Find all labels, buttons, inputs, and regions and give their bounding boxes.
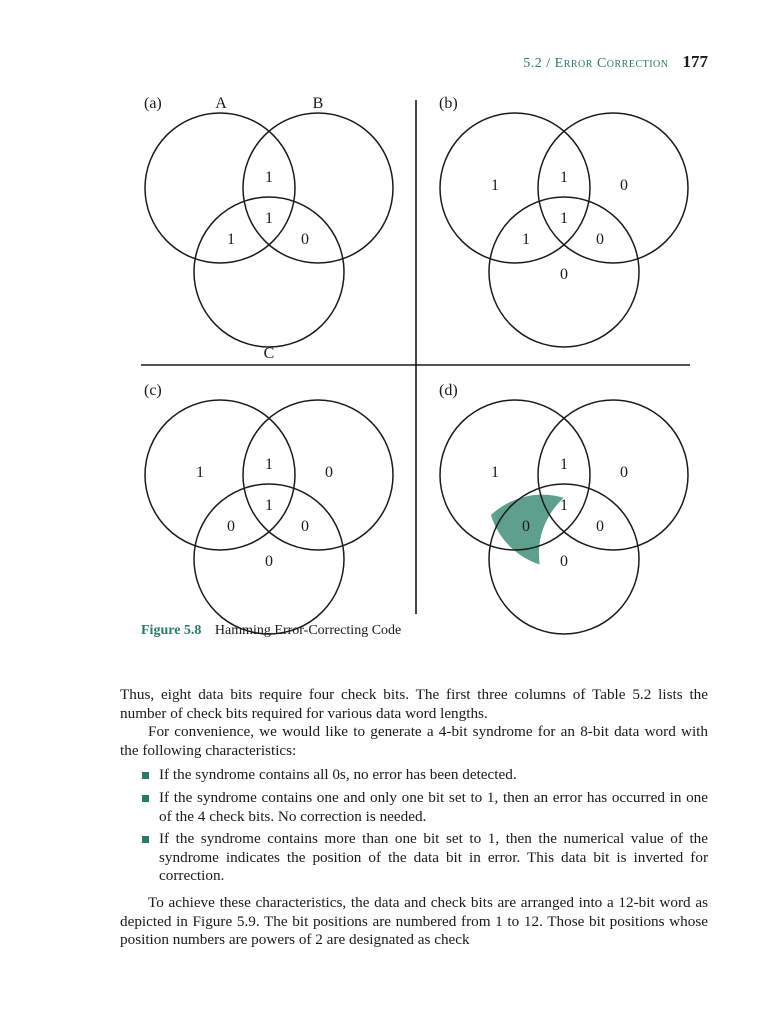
region-bit-b: 0 xyxy=(325,464,333,481)
region-bit-bc: 0 xyxy=(301,518,309,535)
set-label: C xyxy=(263,345,275,362)
region-bit-c: 0 xyxy=(265,553,273,570)
region-bit-ab: 1 xyxy=(560,169,568,186)
circle-b xyxy=(538,113,688,263)
set-label: A xyxy=(215,95,227,112)
panel-label: (d) xyxy=(439,382,458,399)
region-bit-bc: 0 xyxy=(596,518,604,535)
region-bit-c: 0 xyxy=(560,553,568,570)
region-bit-a: 1 xyxy=(491,464,499,481)
panel-d xyxy=(439,382,688,634)
region-bit-abc: 1 xyxy=(265,210,273,227)
region-bit-ab: 1 xyxy=(265,169,273,186)
panel-b xyxy=(439,95,688,347)
circle-b xyxy=(243,400,393,550)
region-bit-ac: 1 xyxy=(227,231,235,248)
page-number: 177 xyxy=(682,52,708,71)
region-bit-ab: 1 xyxy=(265,456,273,473)
paragraph: For convenience, we would like to generate a 4-bit syndrome for an 8-bit data word with the following characteristics: xyxy=(120,723,708,759)
list-item-text: If the syndrome contains one and only one bit set to 1, then an error has occurred in one of the 4 check bits. No correction is needed. xyxy=(159,788,708,825)
panel-label: (b) xyxy=(439,95,458,112)
region-bit-ac: 0 xyxy=(522,518,530,535)
panel-label: (a) xyxy=(144,95,162,112)
bullet-list xyxy=(120,766,708,886)
region-bit-bc: 0 xyxy=(596,231,604,248)
region-bit-ac: 1 xyxy=(522,231,530,248)
circle-b xyxy=(538,400,688,550)
set-label: B xyxy=(312,95,324,112)
square-bullet-icon xyxy=(142,836,149,843)
region-bit-abc: 1 xyxy=(560,497,568,514)
list-item xyxy=(120,830,708,886)
circle-a xyxy=(145,113,295,263)
circle-a xyxy=(145,400,295,550)
figure-caption xyxy=(141,623,401,639)
region-bit-abc: 1 xyxy=(560,210,568,227)
paragraph: Thus, eight data bits require four check bits. The first three columns of Table 5.2 lists the number of check bits required for various data word lengths. xyxy=(120,686,708,722)
list-item-text: If the syndrome contains all 0s, no error has been detected. xyxy=(159,766,517,784)
figure-label: Figure 5.8 xyxy=(141,623,202,638)
square-bullet-icon xyxy=(142,772,149,779)
list-item-text: If the syndrome contains more than one bit set to 1, then the numerical value of the syndrome indicates the position of the data bit in error. This data bit is inverted for correction. xyxy=(159,830,708,885)
section-title: 5.2 / Error Correction xyxy=(523,56,669,71)
circle-b xyxy=(243,113,393,263)
paragraph: To achieve these characteristics, the data and check bits are arranged into a 12-bit word as depicted in Figure 5.9. The bit positions are numbered from 1 to 12. Those bit positions whose position numbers are powers of 2 are designated as check xyxy=(120,893,708,949)
body-text xyxy=(120,686,708,950)
region-bit-a: 1 xyxy=(196,464,204,481)
figure-caption-text: Hamming Error-Correcting Code xyxy=(214,623,402,638)
list-item xyxy=(120,766,708,785)
region-bit-ac: 0 xyxy=(227,518,235,535)
region-bit-b: 0 xyxy=(620,177,628,194)
panel-label: (c) xyxy=(144,382,162,399)
region-bit-b: 0 xyxy=(620,464,628,481)
square-bullet-icon xyxy=(142,795,149,802)
circle-a xyxy=(440,113,590,263)
region-bit-a: 1 xyxy=(491,177,499,194)
region-bit-bc: 0 xyxy=(301,231,309,248)
panel-c xyxy=(144,382,393,634)
region-bit-c: 0 xyxy=(560,266,568,283)
panel-a xyxy=(144,95,393,362)
region-bit-ab: 1 xyxy=(560,456,568,473)
list-item xyxy=(120,789,708,826)
region-bit-abc: 1 xyxy=(265,497,273,514)
